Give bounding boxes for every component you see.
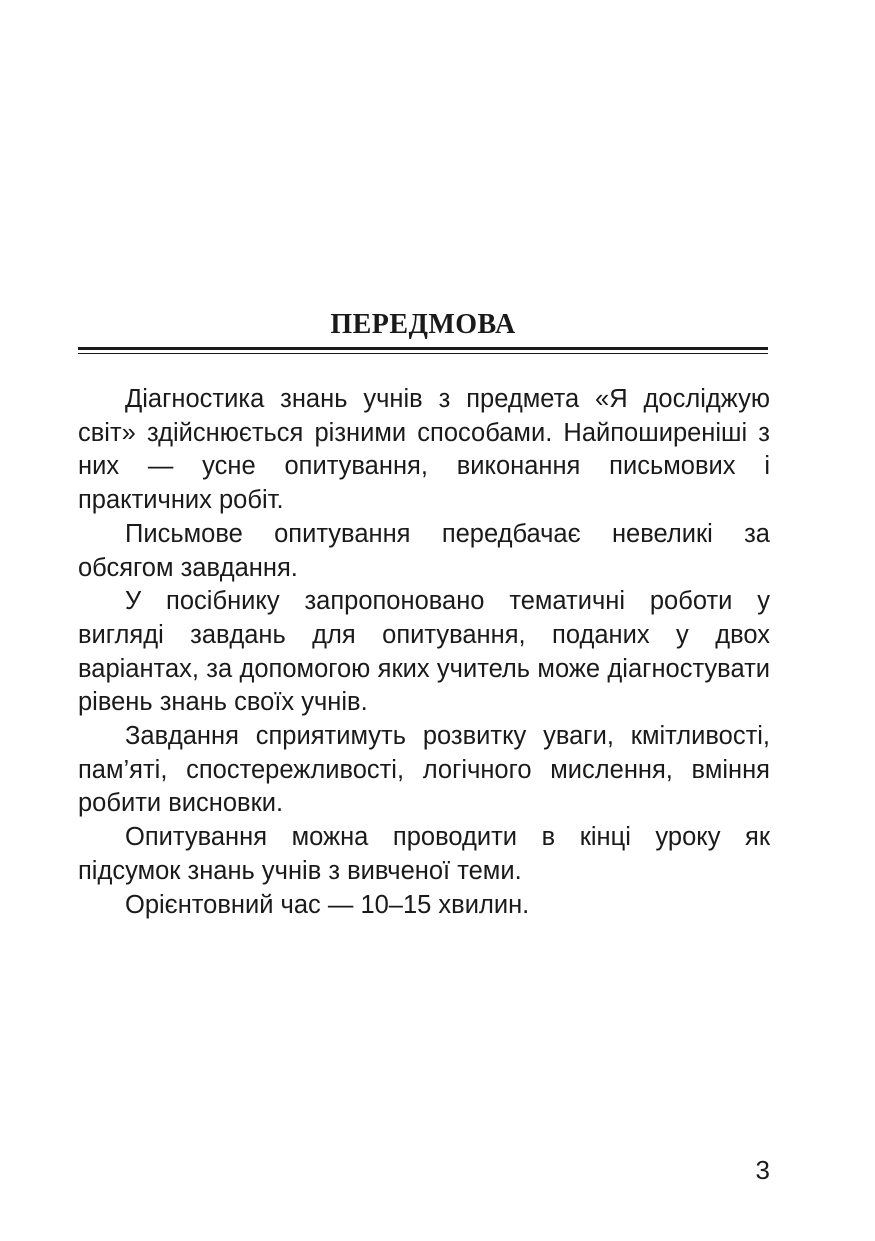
- page-number: 3: [755, 1155, 770, 1185]
- paragraph-1: Діагностика знань учнів з предмета «Я досліджую світ» здійснюється різними способами. Найпоширеніші з них — усне опитування, виконання письмових і практичних робіт.: [78, 385, 770, 515]
- body-text: [78, 383, 770, 922]
- paragraph-6: Орієнтовний час — 10–15 хвилин.: [125, 890, 530, 919]
- title-rule-thin: [78, 353, 768, 354]
- title-rule-thick: [78, 347, 768, 350]
- paragraph-3: У посібнику запропоновано тематичні роботи у вигляді завдань для опитування, поданих у двох варіантах, за допомогою яких учитель може діагностувати рівень знань своїх учнів.: [78, 587, 770, 717]
- paragraph-2: Письмове опитування передбачає невеликі за обсягом завдання.: [78, 519, 770, 582]
- paragraph-4: Завдання сприятимуть розвитку уваги, кмітливості, пам’яті, спостережливості, логічного мислення, вміння робити висновки.: [78, 722, 770, 818]
- page-title: ПЕРЕДМОВА: [330, 309, 516, 340]
- paragraph-5: Опитування можна проводити в кінці уроку як підсумок знань учнів з вивченої теми.: [78, 823, 770, 885]
